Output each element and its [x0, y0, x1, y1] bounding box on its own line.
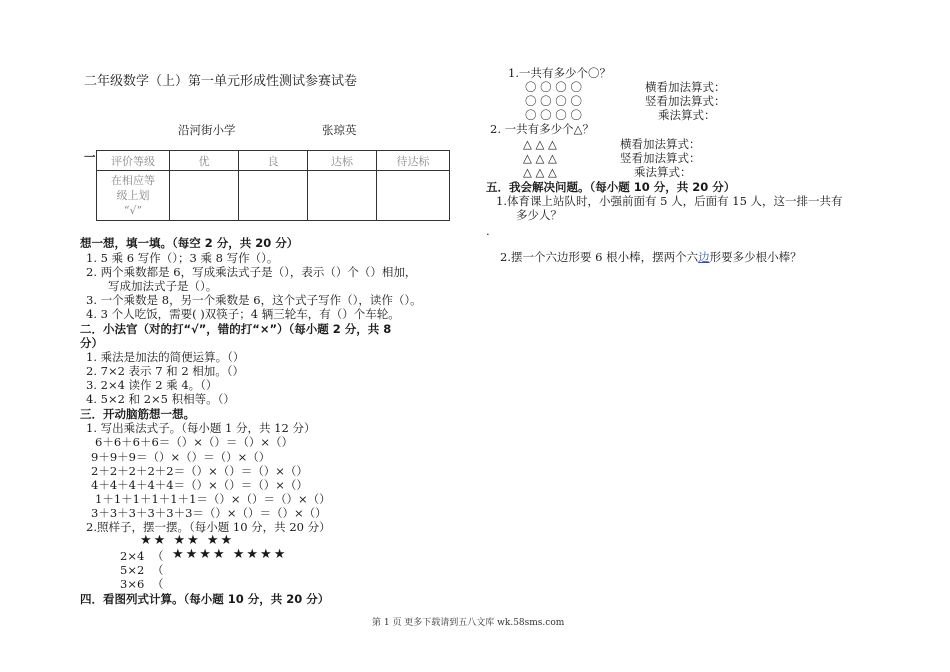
section3-sub1: 1. 写出乘法式子。（每小题 1 分，共 12 分） [86, 421, 316, 435]
equation-line: 3＋3＋3＋3＋3＋3＝（）×（）＝（）×（） [91, 506, 327, 520]
triangle-row: △ △ △ [523, 165, 557, 179]
label-horizontal-add: 横看加法算式： [620, 137, 701, 151]
eval-header: 达标 [308, 151, 377, 171]
question-triangles: 2. 一共有多少个△？ [490, 122, 594, 136]
problem-1: 1.体育课上站队时，小强前面有 5 人，后面有 15 人，这一排一共有 [496, 194, 843, 208]
stars-example: ★★★★ ★★★★ [172, 547, 288, 562]
section-number-one: 一 [84, 150, 96, 164]
label-multiply: 乘法算式： [634, 165, 692, 179]
eval-header: 评价等级 [97, 151, 170, 171]
section1-item: 3. 一个乘数是 8，另一个乘数是 6，这个式子写作（），读作（）。 [86, 293, 422, 307]
stray-dot: . [486, 224, 490, 238]
circle-row: 〇 〇 〇 〇 [525, 94, 582, 108]
label-horizontal-add: 横看加法算式： [645, 80, 726, 94]
circle-row: 〇 〇 〇 〇 [525, 80, 582, 94]
problem-1-cont: 多少人？ [516, 208, 562, 222]
section1-title: 想一想，填一填。（每空 2 分，共 20 分） [80, 236, 299, 250]
section2-item: 4. 5×2 和 2×5 积相等。（） [86, 392, 235, 406]
eval-header: 待达标 [377, 151, 450, 171]
evaluation-table [96, 150, 450, 221]
section2-title-cont: 分） [80, 336, 103, 350]
equation-line: 1＋1＋1＋1＋1＋1＝（）×（）＝（）×（） [95, 492, 331, 506]
equation-line: 6＋6＋6＋6＝（）×（）＝（）×（） [95, 435, 294, 449]
section1-item: 4. 3 个人吃饭，需要( )双筷子；4 辆三轮车，有（）个车轮。 [86, 307, 400, 321]
paren: （ [152, 563, 164, 577]
problem-2: 2.摆一个六边形要 6 根小棒，摆两个六边形要多少根小棒？ [500, 250, 802, 264]
eval-cell-excellent[interactable] [170, 171, 239, 221]
example-2x4: 2×4 [120, 549, 145, 563]
section2-item: 2. 7×2 表示 7 和 2 相加。（） [86, 364, 245, 378]
circle-row: 〇 〇 〇 〇 [525, 108, 582, 122]
section2-item: 3. 2×4 读作 2 乘 4。（） [86, 378, 218, 392]
school-name: 沿河街小学 [178, 123, 236, 137]
page-footer: 第 1 页 更多下载请到五八文库 wk.58sms.com [372, 618, 565, 628]
eval-cell-pending[interactable] [377, 171, 450, 221]
section5-title: 五．我会解决问题。（每小题 10 分，共 20 分） [486, 180, 736, 194]
equation-line: 2＋2＋2＋2＋2＝（）×（）＝（）×（） [91, 464, 308, 478]
question-circles: 1.一共有多少个〇？ [508, 66, 611, 80]
example-5x2: 5×2 [120, 563, 145, 577]
eval-cell-pass[interactable] [308, 171, 377, 221]
section1-item: 写成加法式子是（）。 [108, 279, 218, 293]
label-multiply: 乘法算式： [658, 108, 716, 122]
eval-header: 优 [170, 151, 239, 171]
section4-title: 四．看图列式计算。（每小题 10 分，共 20 分） [80, 592, 330, 606]
section1-item: 2. 两个乘数都是 6，写成乘法式子是（），表示（）个（）相加， [86, 265, 417, 279]
author-name: 张琼英 [322, 123, 357, 137]
section2-item: 1. 乘法是加法的简便运算。（） [86, 350, 245, 364]
triangle-row: △ △ △ [523, 137, 557, 151]
eval-header: 良 [239, 151, 308, 171]
section2-title: 二．小法官（对的打“√”，错的打“×”）（每小题 2 分，共 8 [80, 322, 392, 336]
eval-row-label: 在相应等 级上划 “√” [97, 171, 170, 221]
triangle-row: △ △ △ [523, 151, 557, 165]
eval-cell-good[interactable] [239, 171, 308, 221]
link-word[interactable]: 边 [698, 250, 710, 264]
section1-item: 1. 5 乘 6 写作（）；3 乘 8 写作（）。 [86, 251, 279, 265]
equation-line: 9＋9＋9＝（）×（）＝（）×（） [91, 450, 271, 464]
section3-title: 三．开动脑筋想一想。 [80, 407, 195, 421]
stars-sample: ★★ ★★ ★★ [140, 533, 235, 548]
label-vertical-add: 竖看加法算式： [620, 151, 701, 165]
paren: （ [152, 577, 164, 591]
equation-line: 4＋4＋4＋4＋4＝（）×（）＝（）×（） [91, 478, 308, 492]
paren: （ [152, 549, 164, 563]
page-title: 二年级数学（上）第一单元形成性测试参赛试卷 [84, 74, 358, 89]
example-3x6: 3×6 [120, 577, 145, 591]
section3-sub2: 2.照样子，摆一摆。（每小题 10 分，共 20 分） [86, 520, 331, 534]
label-vertical-add: 竖看加法算式： [645, 94, 726, 108]
